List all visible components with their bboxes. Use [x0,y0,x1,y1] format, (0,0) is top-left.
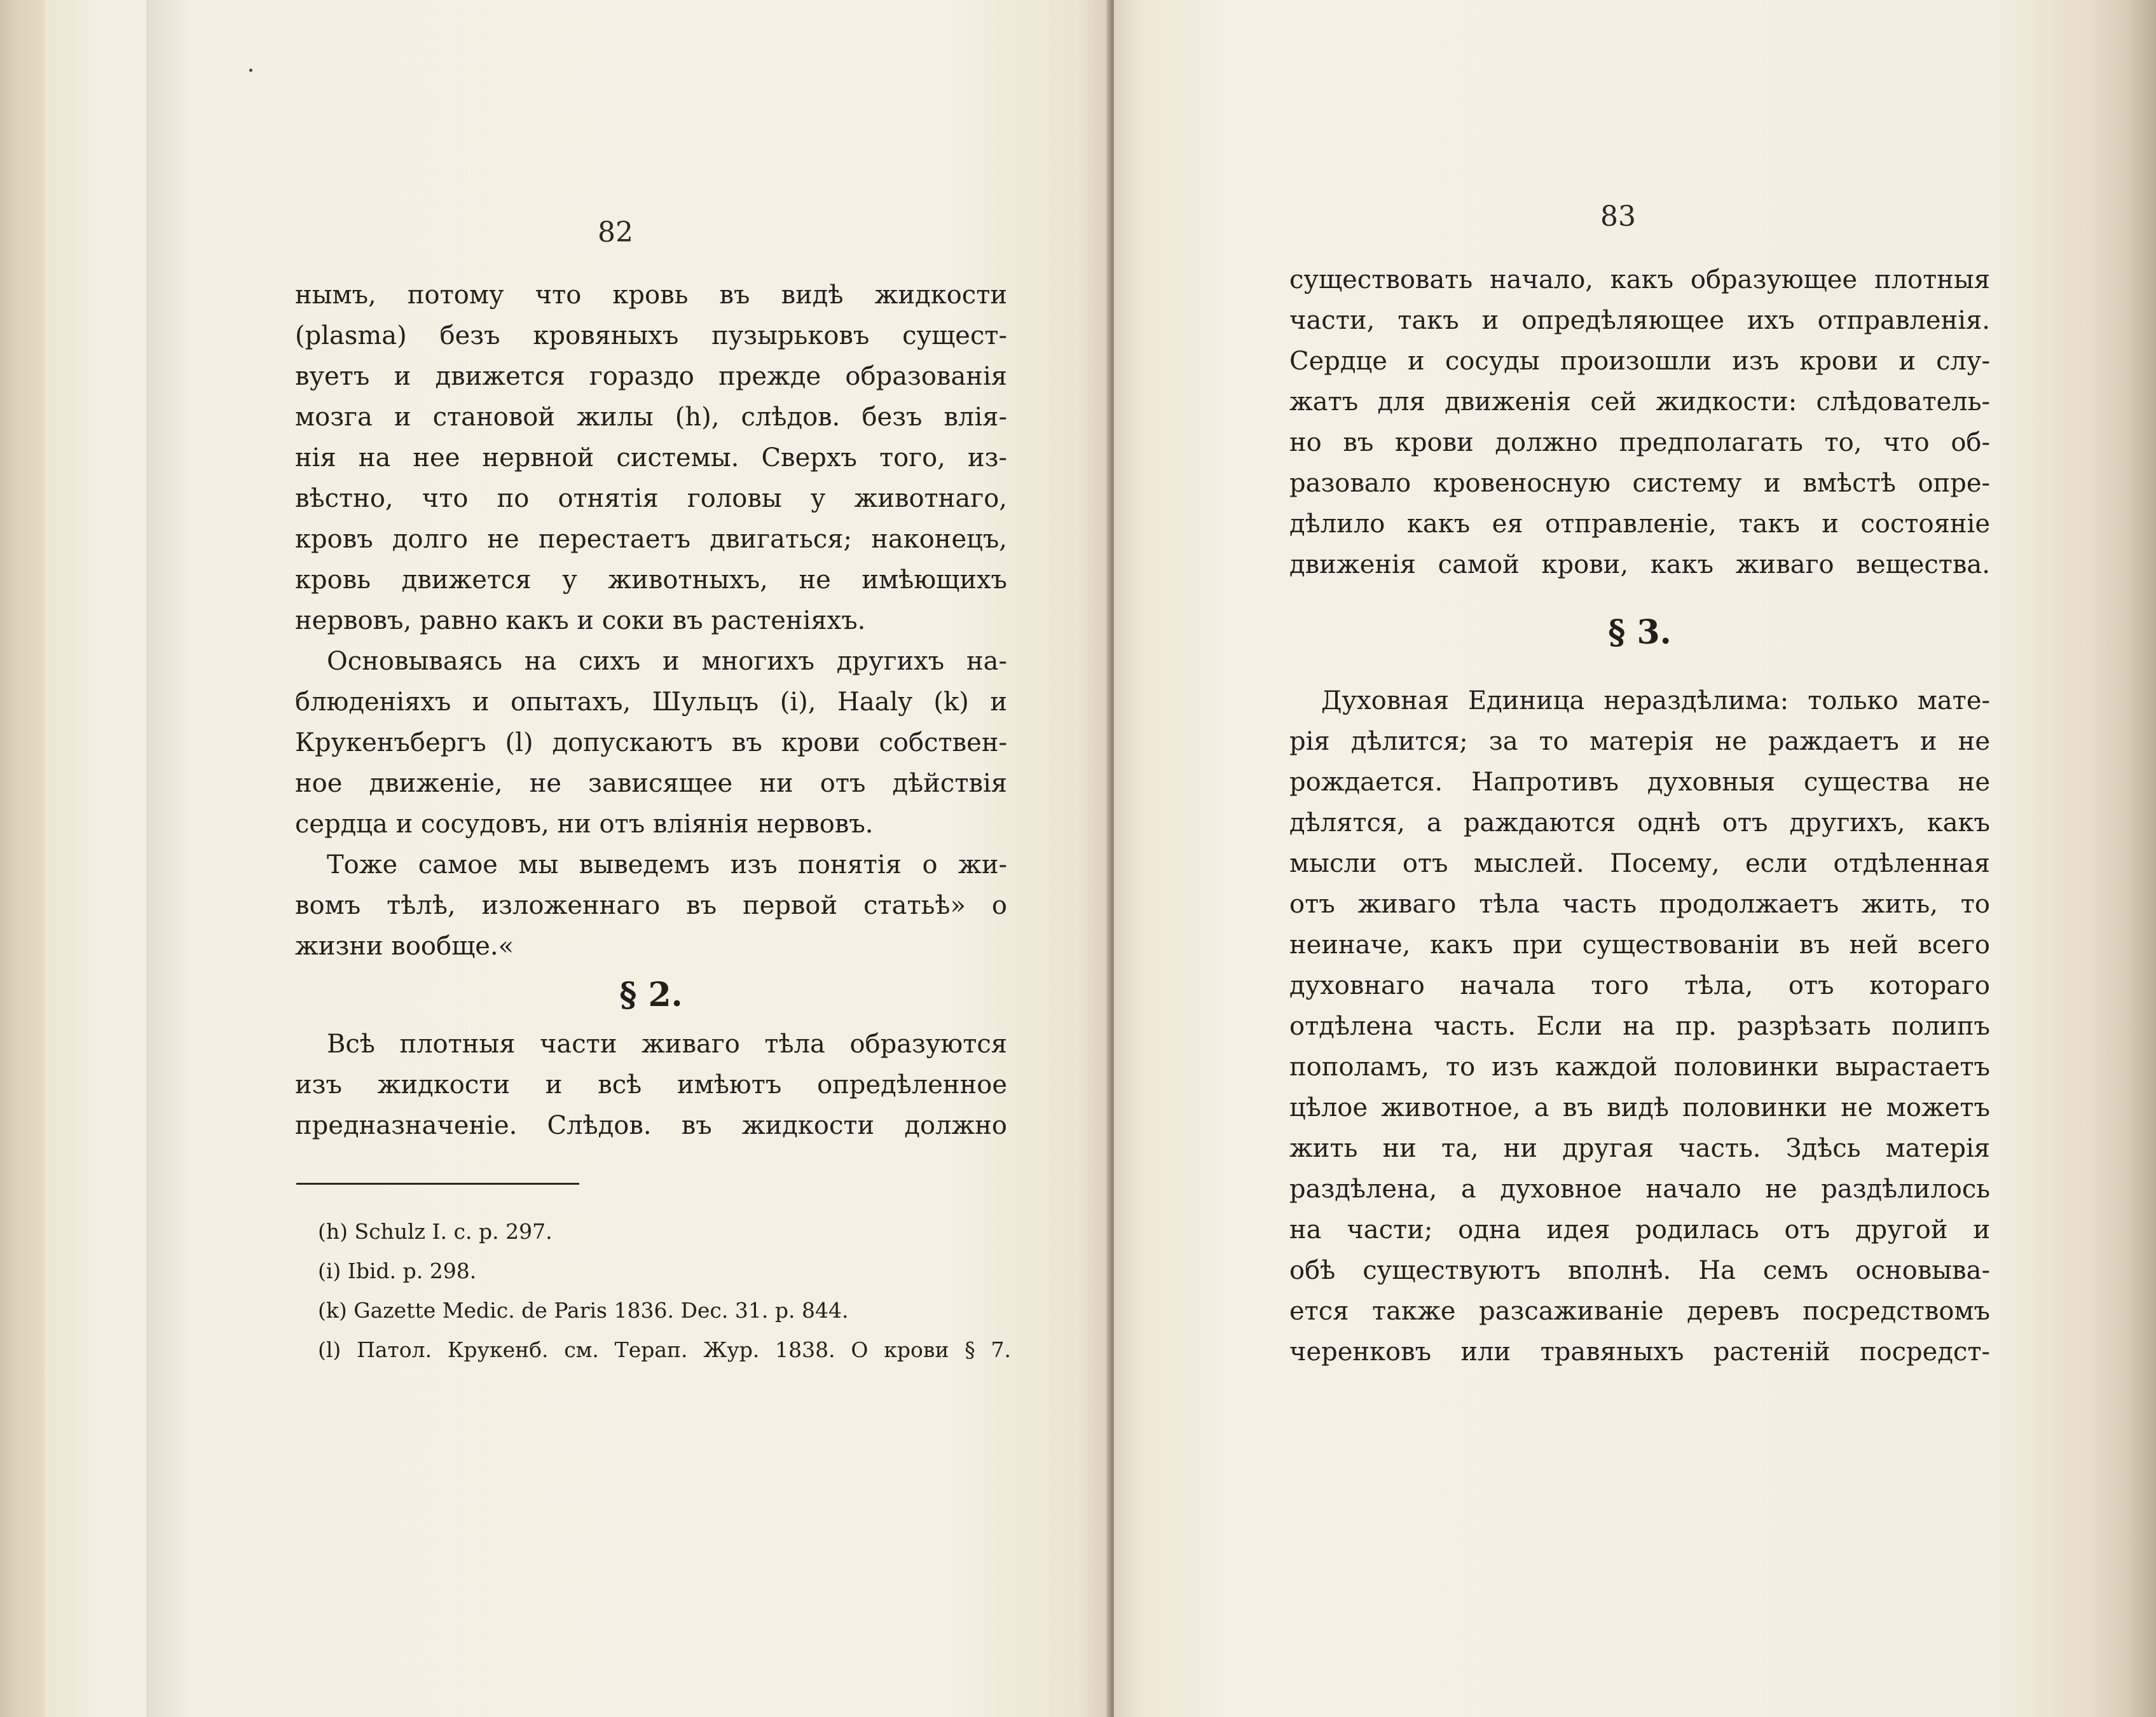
text-line: отъ живаго тѣла часть продолжаетъ жить, то [1289,890,1990,919]
text-line: на части; одна идея родилась отъ другой и [1289,1215,1990,1245]
page-number-left: 82 [598,216,633,249]
text-line: жатъ для движенія сей жидкости: слѣдователь- [1289,387,1990,417]
text-line: Крукенъбергъ (l) допускаютъ въ крови собствен- [295,728,1007,757]
text-line: изъ жидкости и всѣ имѣютъ опредѣленное [295,1070,1007,1100]
text-line: Духовная Единица нераздѣлима: только мате- [1321,686,1990,715]
footnote: (l) Патол. Крукенб. см. Терап. Жур. 1838. О крови § 7. [318,1337,1011,1362]
text-line: жить ни та, ни другая часть. Здѣсь матерія [1289,1134,1990,1163]
footnotes [318,1212,1011,1370]
text-line: рія дѣлится; за то матерія не раждаетъ и не [1289,727,1990,756]
page-edge-right [2085,0,2156,1717]
text-line: мысли отъ мыслей. Посему, если отдѣленная [1289,849,1990,878]
text-line: ное движеніе, не зависящее ни отъ дѣйствія [295,769,1007,798]
text-line: отдѣлена часть. Если на пр. разрѣзать полипъ [1289,1012,1990,1041]
text-line: кровь движется у животныхъ, не имѣющихъ [295,565,1007,595]
text-line: кровъ долго не перестаетъ двигаться; наконецъ, [295,525,1007,554]
text-line: дѣлятся, а раждаются однѣ отъ другихъ, какъ [1289,808,1990,838]
text-line: разовало кровеносную систему и вмѣстѣ опре- [1289,469,1990,498]
right-page [1114,0,2090,1717]
text-line: пополамъ, то изъ каждой половинки вырастаетъ [1289,1052,1990,1082]
left-page-body [295,275,1007,1146]
text-line: Тоже самое мы выведемъ изъ понятія о жи- [327,850,1007,879]
text-line: части, такъ и опредѣляющее ихъ отправленія. [1289,306,1990,335]
text-line: (plasma) безъ кровяныхъ пузырьковъ сущест- [295,321,1007,350]
page-number-right: 83 [1600,200,1636,233]
text-line: ется также разсаживаніе деревъ посредствомъ [1289,1297,1990,1326]
left-page [45,0,1109,1717]
text-line: Всѣ плотныя части живаго тѣла образуются [327,1030,1007,1059]
text-line: дѣлило какъ ея отправленіе, такъ и состояніе [1289,509,1990,539]
text-line: Сердце и сосуды произошли изъ крови и слу- [1289,347,1990,376]
text-line: раздѣлена, а духовное начало не раздѣлилось [1289,1175,1990,1204]
text-line: духовнаго начала того тѣла, отъ котораго [1289,971,1990,1000]
right-page-body [1289,259,1990,1372]
footnote-divider [296,1183,579,1185]
text-line: блюденіяхъ и опытахъ, Шульцъ (i), Haaly (k) и [295,687,1007,717]
page-edge-left [0,0,45,1717]
footnote: (h) Schulz I. c. p. 297. [318,1219,553,1244]
text-line: жизни вообще.« [295,932,514,961]
section-heading: § 3. [1608,613,1672,652]
paper-fold-shadow [146,0,194,1717]
text-line: нымъ, потому что кровь въ видѣ жидкости [295,280,1007,310]
paper-speck [249,69,252,72]
text-line: нервовъ, равно какъ и соки въ растеніяхъ. [295,606,866,635]
text-line: мозга и становой жилы (h), слѣдов. безъ влія- [295,403,1007,432]
text-line: существовать начало, какъ образующее плотныя [1289,265,1990,294]
text-line: вуетъ и движется гораздо прежде образованія [295,362,1007,391]
text-line: движенія самой крови, какъ живаго вещества. [1289,550,1990,579]
text-line: но въ крови должно предполагать то, что об- [1289,428,1990,457]
text-line: нія на нее нервной системы. Сверхъ того, из- [295,443,1007,472]
text-line: рождается. Напротивъ духовныя существа не [1289,768,1990,797]
text-line: неиначе, какъ при существованіи въ ней всего [1289,930,1990,960]
text-line: цѣлое животное, а въ видѣ половинки не можетъ [1289,1093,1990,1122]
text-line: вѣстно, что по отнятія головы у животнаго, [295,484,1007,513]
text-line: вомъ тѣлѣ, изложеннаго въ первой статьѣ» о [295,891,1007,920]
section-heading: § 2. [619,976,683,1014]
footnote: (i) Ibid. p. 298. [318,1258,477,1283]
text-line: сердца и сосудовъ, ни отъ вліянія нервовъ. [295,810,874,839]
footnote: (k) Gazette Medic. de Paris 1836. Dec. 31. p. 844. [318,1298,849,1323]
text-line: черенковъ или травяныхъ растеній посредст- [1289,1337,1990,1367]
text-line: предназначеніе. Слѣдов. въ жидкости должно [295,1111,1007,1140]
text-line: обѣ существуютъ вполнѣ. На семъ основыва- [1289,1256,1990,1285]
text-line: Основываясь на сихъ и многихъ другихъ на- [327,647,1007,676]
